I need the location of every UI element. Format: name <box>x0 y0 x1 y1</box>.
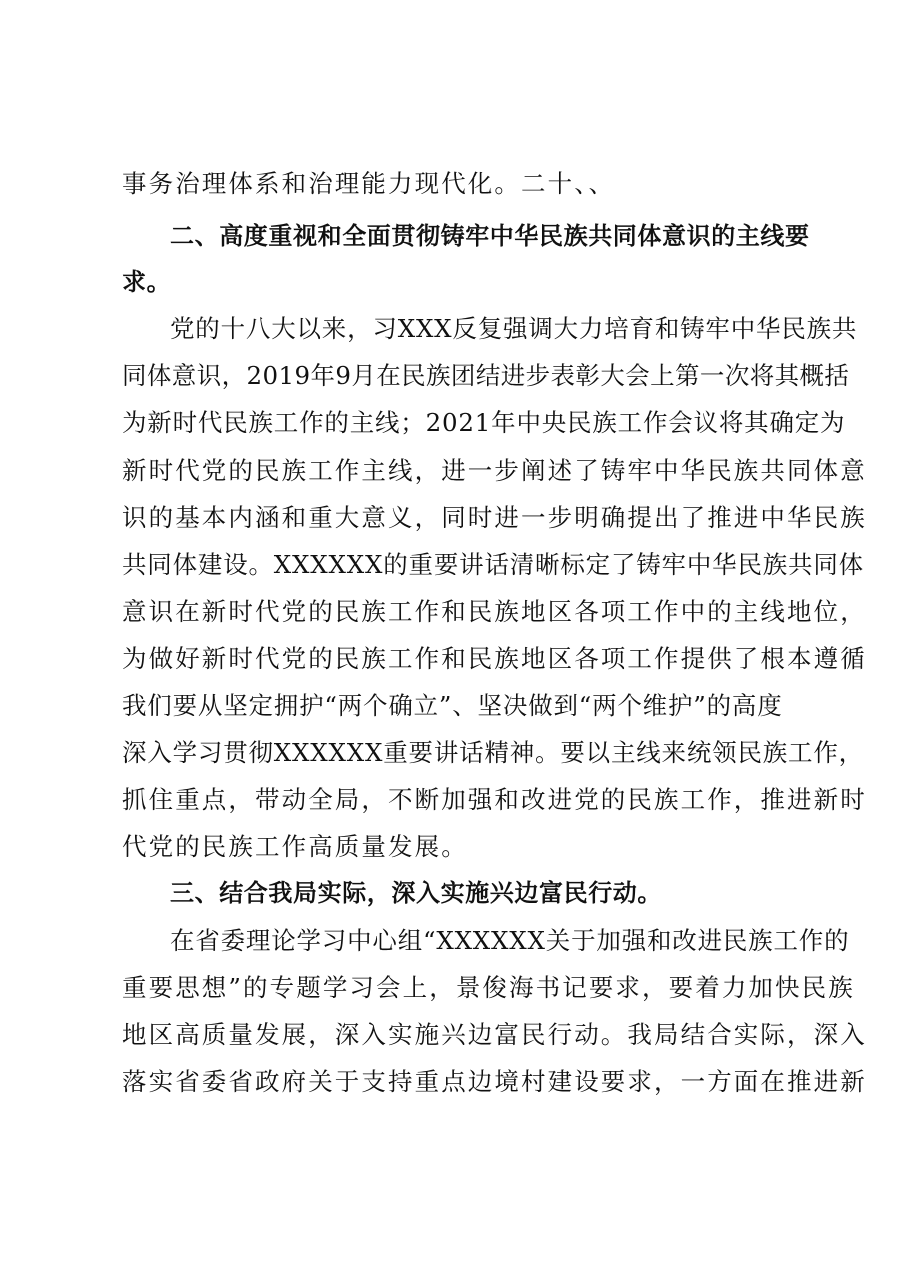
text-line: 地区高质量发展，深入实施兴边富民行动。我局结合实际，深入 <box>122 1020 867 1049</box>
text-line: 我们要从坚定拥护“两个确立”、坚决做到“两个维护”的高度 <box>122 691 783 720</box>
text-line: 党的十八大以来，习XXX反复强调大力培育和铸牢中华民族共 <box>170 314 858 343</box>
text-line: 新时代党的民族工作主线，进一步阐述了铸牢中华民族共同体意 <box>122 456 867 485</box>
text-line: 为新时代民族工作的主线；2021年中央民族工作会议将其确定为 <box>122 408 846 437</box>
text-line: 在省委理论学习中心组“XXXXXX关于加强和改进民族工作的 <box>170 926 850 955</box>
text-line: 为做好新时代党的民族工作和民族地区各项工作提供了根本遵循 <box>122 644 867 673</box>
text-line: 抓住重点，带动全局，不断加强和改进党的民族工作，推进新时 <box>122 785 867 814</box>
section-heading: 二、高度重视和全面贯彻铸牢中华民族共同体意识的主线要 <box>170 222 810 250</box>
text-line: 深入学习贯彻XXXXXX重要讲话精神。要以主线来统领民族工作， <box>122 738 864 767</box>
text-line: 识的基本内涵和重大意义，同时进一步明确提出了推进中华民族 <box>122 503 867 532</box>
section-heading-continuation: 求。 <box>122 268 172 296</box>
text-line: 同体意识，2019年9月在民族团结进步表彰大会上第一次将其概括 <box>122 361 850 390</box>
text-line: 意识在新时代党的民族工作和民族地区各项工作中的主线地位， <box>122 597 867 626</box>
text-line: 落实省委省政府关于支持重点边境村建设要求，一方面在推进新 <box>122 1067 867 1096</box>
section-heading: 三、结合我局实际，深入实施兴边富民行动。 <box>170 879 662 907</box>
text-line: 重要思想”的专题学习会上，景俊海书记要求，要着力加快民族 <box>122 973 855 1002</box>
text-line: 代党的民族工作高质量发展。 <box>122 832 468 861</box>
text-line: 事务治理体系和治理能力现代化。二十、、 <box>122 169 616 198</box>
text-line: 共同体建设。XXXXXX的重要讲话清晰标定了铸牢中华民族共同体 <box>122 550 864 579</box>
